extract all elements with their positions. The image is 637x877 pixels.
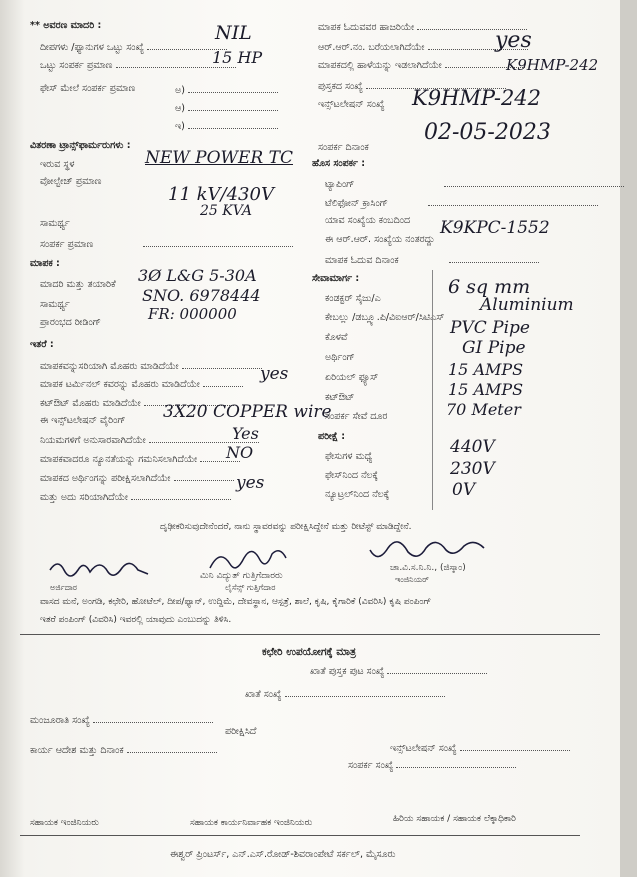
- label-pipe: ಕೊಳವೆ: [325, 332, 348, 343]
- office-work-order: ಕಾರ್ಯ ಆದೇಶ ಮತ್ತು ದಿನಾಂಕ: [30, 743, 217, 757]
- hw-wiring: 3X20 COPPER wire: [163, 402, 332, 422]
- hw-check-no: NO: [226, 443, 254, 462]
- stamp-contractor: ಮಿನಿ ವಿದ್ಯುತ್ ಗುತ್ತಿಗೆದಾರರು: [200, 571, 283, 581]
- hw-date: 02-05-2023: [424, 120, 551, 145]
- check-7: ಮಾಪಕದ ಅರ್ಥಿಂಗನ್ನು ಪರೀಕ್ಷಿಸಲಾಗಿದೆಯೇ: [40, 471, 234, 485]
- heading-transformer: ವಿತರಣಾ ಟ್ರಾನ್ಸ್‌ಫಾರ್ಮರುಗಳು :: [30, 140, 131, 151]
- check-1: ಮಾಪಕವನ್ನುಸರಿಯಾಗಿ ಮೊಹರು ಮಾಡಿದೆಯೇ: [40, 359, 262, 373]
- hw-total-hp: 15 HP: [212, 48, 263, 67]
- signatures-svg: [40, 540, 600, 600]
- phase-b: ಆ): [175, 101, 278, 115]
- page-edge: [620, 0, 637, 877]
- label-reading-date: ಮಾಪಕ ಓದುವ ದಿನಾಂಕ: [325, 253, 539, 267]
- label-rr-book: ಆರ್.ಆರ್.ನಂ. ಬರೆಯಲಾಗಿದೆಯೇ: [318, 40, 528, 54]
- heading-meter: ಮಾಪಕ :: [30, 258, 60, 269]
- office-ledger-page: ಖಾತೆ ಪುಸ್ತಕ ಪುಟ ಸಂಖ್ಯೆ: [310, 664, 487, 678]
- heading-service: ಸೇವಾಮಾರ್ಗ :: [312, 273, 360, 284]
- label-meter-make: ಮಾದರಿ ಮತ್ತು ತಯಾರಿಕೆ: [40, 279, 116, 290]
- label-phase-load: ಫೇಸ್ ಮೇಲೆ ಸಂಪರ್ಕ ಪ್ರಮಾಣ: [40, 83, 136, 94]
- label-location: ಇರುವ ಸ್ಥಳ: [40, 159, 75, 170]
- hw-conductor: 6 sq mm: [448, 276, 531, 298]
- label-between-phases: ಫೇಸುಗಳ ಮಧ್ಯೆ: [325, 451, 373, 462]
- hw-ledger: K9HMP-242: [506, 56, 599, 74]
- check-8: ಮತ್ತು ಅದು ಸರಿಯಾಗಿದೆಯೇ: [40, 490, 231, 504]
- label-lamps: ದೀಪಗಳು /ಫ್ಯಾನುಗಳ ಒಟ್ಟು ಸಂಖ್ಯೆ: [40, 40, 227, 54]
- office-divider: [20, 634, 600, 635]
- hw-fuse: 15 AMPS: [448, 360, 524, 379]
- hw-length: 70 Meter: [446, 400, 521, 419]
- label-phase-earth: ಫೇಸ್‌ನಿಂದ ನೆಲಕ್ಕೆ: [325, 470, 379, 481]
- hw-v-neutral: 0V: [452, 480, 476, 500]
- label-meter-reader: ಮಾಪಕ ಓದುವವರ ಹಾಜರಿಯೇ: [318, 20, 527, 34]
- hw-cutout: 15 AMPS: [448, 380, 524, 399]
- hw-lamps: NIL: [215, 22, 252, 44]
- hw-pipe: PVC Pipe: [450, 318, 530, 338]
- label-connection-date: ಸಂಪರ್ಕ ದಿನಾಂಕ: [318, 142, 369, 153]
- contractor-signature: [210, 551, 286, 568]
- column-divider: [432, 270, 433, 510]
- label-ledger-no: ಪುಸ್ತಕದ ಸಂಖ್ಯೆ: [318, 79, 506, 93]
- hw-voltage: 11 kV/430V: [168, 184, 274, 205]
- owner-signature: [50, 563, 148, 576]
- label-aerial-fuse: ಏರಿಯಲ್ ಫ್ಯೂಸ್: [325, 372, 379, 383]
- office-sanction-no: ಮಂಜೂರಾತಿ ಸಂಖ್ಯೆ: [30, 713, 213, 727]
- label-engineer: ಇಂಜಿನಿಯರ್: [395, 575, 429, 584]
- heading-connected: ** ಅವರಣ ಮಾದರಿ :: [30, 20, 102, 31]
- category-note-1: ವಾಸದ ಮನೆ, ಅಂಗಡಿ, ಕಛೇರಿ, ಹೋಟೆಲ್, ದೀಪ/ಫ್ಯಾನ್, ಉದ್ದಿಮೆ, ದೇವಸ್ಥಾನ, ಆಸ್ಪತ್ರೆ, ಶಾಲೆ, ಕೃಷಿ, ಕೈಗಾರಿಕೆ (ವಿವರಿಸಿ) ಕೃಷಿ ಪಂಪಿಂಗ್: [40, 597, 432, 607]
- office-account-no: ಖಾತೆ ಸಂಖ್ಯೆ: [245, 687, 445, 701]
- label-earthing: ಅರ್ಥಿಂಗ್: [325, 352, 355, 363]
- label-meter-pole: ಮಾಪಕದಲ್ಲಿ ಹಾಳೆಯನ್ನು ಇಡಲಾಗಿದೆಯೇ: [318, 58, 525, 72]
- engineer-signature: [370, 542, 484, 557]
- footer-divider: [20, 835, 580, 836]
- hw-installation: K9HMP-242: [412, 86, 542, 110]
- stamp-engineer: ಚಾ.ವಿ.ಸ.ನಿ.ನಿ., (ಜಿಸ್ಕಾಂ): [390, 563, 466, 573]
- category-note-2: ಇತರೆ ಪಂಪಿಂಗ್ (ವಿವರಿಸಿ) ಇವರಲ್ಲಿ ಯಾವುದು ಎಂಬುದನ್ನು ತಿಳಿಸಿ.: [40, 615, 232, 625]
- phase-a: ಅ): [175, 83, 278, 97]
- label-owner: ಅರ್ಜಿದಾರ: [50, 583, 78, 592]
- label-from-pole: ಯಾವ ಸಂಖ್ಯೆಯ ಕಂಬದಿಂದ: [325, 215, 411, 226]
- hw-earthing: GI Pipe: [462, 338, 526, 358]
- label-meter-capacity: ಸಾಮರ್ಥ್ಯ: [40, 299, 70, 310]
- heading-test: ಪರೀಕ್ಷೆ :: [318, 431, 346, 442]
- label-neutral-earth: ನ್ಯೂಟ್ರಲ್‌ನಿಂದ ನೆಲಕ್ಕೆ: [325, 489, 390, 500]
- sign-aee: ಸಹಾಯಕ ಕಾರ್ಯನಿರ್ವಾಹಕ ಇಂಜಿನಿಯರು: [190, 818, 313, 828]
- label-conductor: ಕಂಡಕ್ಟರ್ ಸೈಜು/ಎ: [325, 293, 381, 304]
- hw-check-yes2: Yes: [232, 424, 259, 443]
- hw-rr-yes: yes: [495, 28, 532, 53]
- label-voltage: ವೋಲ್ಟೇಜ್ ಪ್ರಮಾಣ: [40, 176, 102, 187]
- hw-reading: FR: 000000: [148, 305, 237, 323]
- hw-v-phases: 440V: [450, 437, 495, 457]
- check-2: ಮಾಪಕ ಟರ್ಮಿನಲ್ ಕವರನ್ನು ಮೊಹರು ಮಾಡಿದೆಯೇ: [40, 377, 243, 391]
- hw-capacity: 25 KVA: [200, 203, 252, 219]
- label-installation-no: ಇನ್ಸ್‌ಟಲೇಷನ್ ಸಂಖ್ಯೆ: [318, 99, 385, 110]
- label-service-length: ಸಂಪರ್ಕ ಸೇವೆ ದೂರ: [325, 411, 388, 422]
- hw-meter-make: 3Ø L&G 5-30A: [138, 266, 257, 285]
- label-telephone: ಟೆಲಿಫೋನ್ ಕ್ರಾಸಿಂಗ್: [325, 196, 598, 210]
- label-total-connected: ಒಟ್ಟು ಸಂಪರ್ಕ ಪ್ರಮಾಣ: [40, 58, 236, 72]
- office-connection-no: ಸಂಪರ್ಕ ಸಂಖ್ಯೆ: [348, 758, 516, 772]
- declaration-text: ದೃಢೀಕರಿಸುವುದೇನೆಂದರೆ, ನಾನು ಸ್ಥಾವರವನ್ನು ಪರೀಕ್ಷಿಸಿದ್ದೇನೆ ಮತ್ತು ರೀಟೆಸ್ಟ್ ಮಾಡಿದ್ದೇನೆ.: [160, 522, 412, 532]
- sign-ae: ಸಹಾಯಕ ಇಂಜಿನಿಯರು: [30, 818, 99, 828]
- label-cable: ಕೇಬಲ್ಲು /ಡಬ್ಲ್ಯೂ.ಪಿ/ವಿಐಆರ್/ಸಿಟಿಎಸ್: [325, 312, 445, 323]
- label-contractor: ಲೈಸೆನ್ಸ್ ಗುತ್ತಿಗೆದಾರ: [225, 583, 276, 592]
- footer-printer: ಈಶ್ವರ್ ಪ್ರಿಂಟರ್ಸ್, ಎನ್.ಎಸ್.ರೋಡ್-ಶಿವರಾಂಪೇಟೆ ಸರ್ಕಲ್, ಮೈಸೂರು: [170, 849, 396, 860]
- check-5: ನಿಯಮಗಳಿಗೆ ಅನುಸಾರವಾಗಿದೆಯೇ: [40, 433, 259, 447]
- hw-check-yes1: yes: [260, 364, 289, 384]
- hw-cable: Aluminium: [480, 295, 574, 315]
- hw-location: NEW POWER TC: [145, 148, 293, 168]
- hw-v-phase-earth: 230V: [450, 459, 495, 479]
- office-heading: ಕಛೇರಿ ಉಪಯೋಗಕ್ಕೆ ಮಾತ್ರ: [262, 646, 357, 658]
- check-3: ಕಟ್‌ಔಟ್ ಮೊಹರು ಮಾಡಿದೆಯೇ: [40, 396, 234, 410]
- label-rr-after: ಈ ಆರ್.ಆರ್. ಸಂಖ್ಯೆಯ ನಂತರದ್ದು: [325, 234, 435, 245]
- hw-meter-sno: SNO. 6978444: [142, 286, 261, 305]
- label-initial-reading: ಪ್ರಾರಂಭದ ರೀಡಿಂಗ್: [40, 317, 101, 328]
- office-checked: ಪರೀಕ್ಷಿಸಿದೆ: [225, 726, 257, 737]
- label-connected-qty: ಸಂಪರ್ಕ ಪ್ರಮಾಣ: [40, 237, 293, 251]
- hw-check-yes3: yes: [236, 473, 265, 493]
- sign-accounts: ಹಿರಿಯ ಸಹಾಯಕ / ಸಹಾಯಕ ಲೆಕ್ಕಾಧಿಕಾರಿ: [393, 814, 516, 824]
- label-tapping: ಟ್ಯಾಪಿಂಗ್: [325, 177, 624, 191]
- check-6: ಮಾಪಕವಾದರೂ ನ್ಯೂನತೆಯನ್ನು ಗಮನಿಸಲಾಗಿದೆಯೇ: [40, 452, 240, 466]
- hw-rr-after: K9KPC-1552: [440, 218, 550, 238]
- heading-checks: ಇತರೆ :: [30, 339, 54, 350]
- heading-new-connection: ಹೊಸ ಸಂಪರ್ಕ :: [312, 158, 366, 169]
- label-capacity: ಸಾಮರ್ಥ್ಯ: [40, 218, 70, 229]
- check-4: ಈ ಇನ್ಸ್‌ಟಲೇಷನ್ ವೈರಿಂಗ್: [40, 415, 126, 426]
- label-cutout: ಕಟ್‌ಔಟ್: [325, 392, 355, 403]
- office-installation-no: ಇನ್ಸ್‌ಟಲೇಷನ್ ಸಂಖ್ಯೆ: [390, 741, 570, 755]
- phase-c: ಇ): [175, 119, 278, 133]
